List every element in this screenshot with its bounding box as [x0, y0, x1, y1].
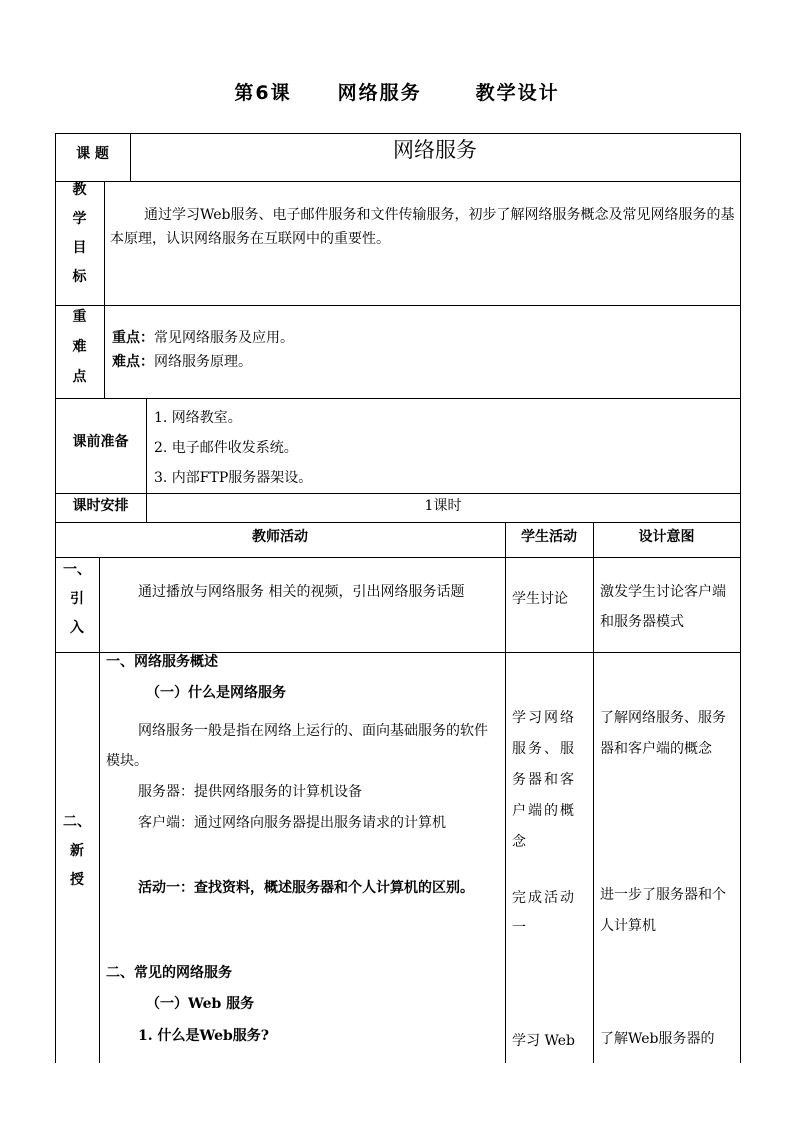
- question-web: 1. 什么是Web服务?: [138, 1028, 269, 1044]
- student-activity: 完成活动一: [512, 890, 576, 936]
- student-web: 学习 Web: [512, 1033, 575, 1049]
- intro-teacher: 通过播放与网络服务 相关的视频，引出网络服务话题: [138, 584, 465, 600]
- course-title: 网络服务: [393, 138, 477, 162]
- subsection-web: （一）Web 服务: [146, 996, 255, 1012]
- prep-item: 1. 网络教室。: [154, 410, 242, 426]
- design-concepts: 了解网络服务、服务器和客户端的概念: [600, 710, 726, 757]
- client-def: 客户端：通过网络向服务器提出服务请求的计算机: [138, 815, 446, 831]
- activity-one: 活动一：查找资料，概述服务器和个人计算机的区别。: [138, 880, 474, 896]
- objective-text: 通过学习Web服务、电子邮件服务和文件传输服务，初步了解网络服务概念及常见网络服务的基本原理，认识网络服务在互联网中的重要性。: [110, 207, 735, 247]
- course-label: 课 题: [76, 146, 109, 162]
- prep-item: 3. 内部FTP服务器架设。: [154, 470, 313, 486]
- key-point: 重点：常见网络服务及应用。: [112, 330, 294, 346]
- overview-paragraph: 网络服务一般是指在网络上运行的、面向基础服务的软件模块。: [106, 723, 488, 769]
- keypoints-label: 重 难 点: [72, 309, 87, 385]
- design-activity: 进一步了服务器和个人计算机: [600, 887, 726, 934]
- intro-design: 激发学生讨论客户端和服务器模式: [600, 584, 726, 630]
- objective-label: 教 学 目 标: [72, 182, 87, 285]
- section-common: 二、常见的网络服务: [106, 965, 232, 981]
- prep-label: 课前准备: [72, 434, 129, 450]
- header-teacher: 教师活动: [252, 529, 308, 545]
- title-design: 教学设计: [475, 82, 560, 104]
- student-concepts: 学习网络服务、服务器和客户端的概念: [512, 710, 576, 850]
- new-label: 二、 新 授: [63, 814, 91, 888]
- server-def: 服务器：提供网络服务的计算机设备: [138, 784, 362, 800]
- section-overview: 一、网络服务概述: [106, 654, 218, 670]
- hours-label: 课时安排: [72, 498, 129, 514]
- header-design: 设计意图: [638, 529, 695, 545]
- hours-value: 1课时: [424, 498, 462, 514]
- prep-item: 2. 电子邮件收发系统。: [154, 440, 298, 456]
- header-student: 学生活动: [521, 529, 577, 545]
- intro-student: 学生讨论: [512, 591, 568, 607]
- document-title: [0, 78, 794, 105]
- difficult-point: 难点：网络服务原理。: [112, 354, 252, 370]
- prep-list: [154, 403, 312, 493]
- subsection-what: （一）什么是网络服务: [146, 685, 286, 701]
- intro-label: 一、 引 入: [63, 562, 91, 636]
- design-web: 了解Web服务器的: [600, 1031, 715, 1047]
- title-lesson: 第6课: [234, 82, 292, 104]
- title-topic: 网络服务: [337, 82, 422, 104]
